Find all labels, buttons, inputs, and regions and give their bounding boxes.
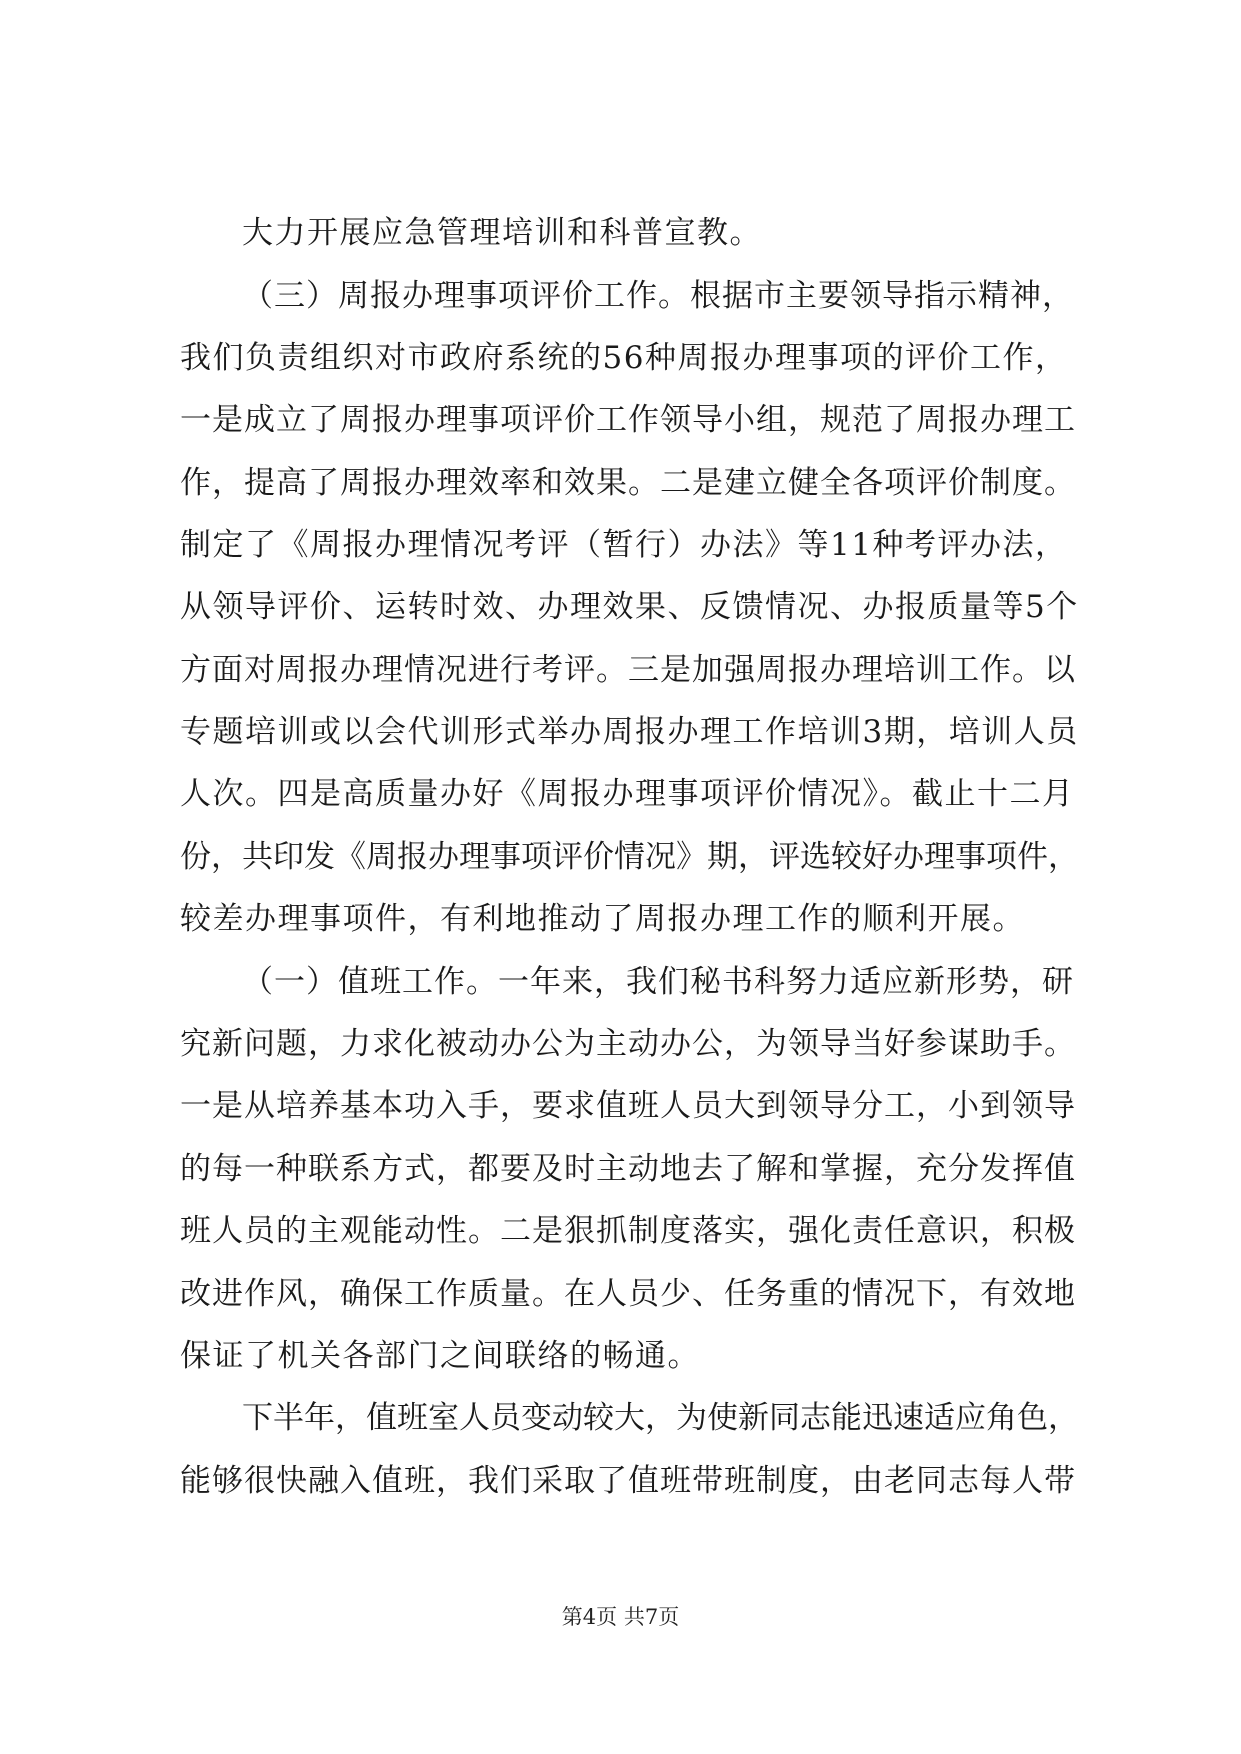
text-line: 改进作风，确保工作质量。在人员少、任务重的情况下，有效地 (180, 1276, 1076, 1312)
text-line: 较差办理事项件，有利地推动了周报办理工作的顺利开展。 (180, 901, 1025, 937)
text-line: 方面对周报办理情况进行考评。三是加强周报办理培训工作。以 (180, 652, 1076, 688)
text-line: 份，共印发《周报办理事项评价情况》期，评选较好办理事项件， (180, 839, 1079, 875)
page-number-footer: 第4页 共7页 (561, 1605, 680, 1629)
text-line: 一是从培养基本功入手，要求值班人员大到领导分工，小到领导 (180, 1088, 1076, 1124)
text-line: 一是成立了周报办理事项评价工作领导小组，规范了周报办理工 (180, 402, 1076, 438)
text-line: 制定了《周报办理情况考评（暂行）办法》等11种考评办法， (180, 527, 1068, 563)
text-line: 人次。四是高质量办好《周报办理事项评价情况》。截止十二月 (180, 776, 1075, 812)
text-line: 究新问题，力求化被动办公为主动办公，为领导当好参谋助手。 (180, 1026, 1076, 1062)
text-line: 作，提高了周报办理效率和效果。二是建立健全各项评价制度。 (180, 465, 1076, 501)
text-line: 下半年，值班室人员变动较大，为使新同志能迅速适应角色， (242, 1400, 1079, 1436)
text-line: 保证了机关各部门之间联络的畅通。 (180, 1338, 700, 1374)
text-line: （一）值班工作。一年来，我们秘书科努力适应新形势，研 (242, 964, 1074, 1000)
text-line: 大力开展应急管理培训和科普宣教。 (242, 215, 762, 251)
text-line: 能够很快融入值班，我们采取了值班带班制度，由老同志每人带 (180, 1463, 1076, 1499)
text-line: 专题培训或以会代训形式举办周报办理工作培训3期，培训人员 (180, 714, 1079, 750)
text-line: 班人员的主观能动性。二是狠抓制度落实，强化责任意识，积极 (180, 1213, 1076, 1249)
text-line: （三）周报办理事项评价工作。根据市主要领导指示精神， (242, 278, 1074, 314)
text-line: 我们负责组织对市政府系统的56种周报办理事项的评价工作， (180, 340, 1068, 376)
text-line: 从领导评价、运转时效、办理效果、反馈情况、办报质量等5个 (180, 589, 1079, 625)
text-line: 的每一种联系方式，都要及时主动地去了解和掌握，充分发挥值 (180, 1151, 1076, 1187)
